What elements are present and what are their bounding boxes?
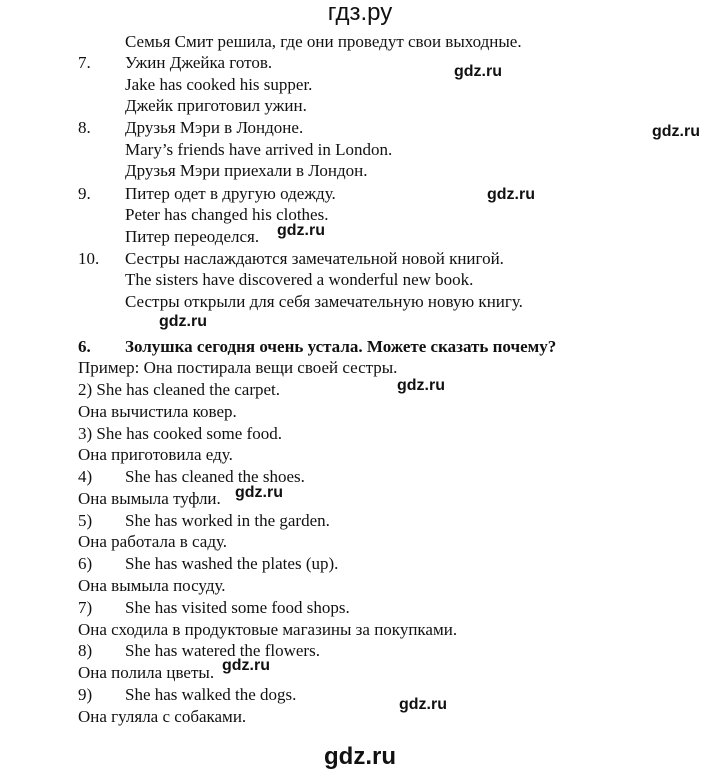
answer-number: 9) [78,685,93,704]
item-english-answer: Mary’s friends have arrived in London. [125,140,393,159]
answer-english [78,424,282,444]
watermark: gdz.ru [277,222,325,239]
answer-russian: Она приготовила еду. [78,445,233,464]
site-footer: gdz.ru [324,743,396,770]
watermark: gdz.ru [159,313,207,330]
answer-number: 5) [78,511,93,530]
answer-russian: Она вычистила ковер. [78,402,237,421]
item-number: 9. [78,184,91,203]
item-english-answer: Peter has changed his clothes. [125,205,329,224]
answer-russian: Она вымыла посуду. [78,576,226,595]
answer-english-text: She has visited some food shops. [125,598,350,617]
answer-english-text: She has cooked some food. [96,424,282,443]
item-number: 10. [78,249,100,268]
item-russian-translation: Питер переоделся. [125,227,260,246]
answer-english [78,380,280,400]
answer-english-text: She has watered the flowers. [125,641,320,660]
answer-russian: Она гуляла с собаками. [78,707,247,726]
answer-english-text: She has washed the plates (up). [125,554,339,573]
item-russian-statement: Питер одет в другую одежду. [125,184,336,203]
answer-english-text: She has worked in the garden. [125,511,330,530]
item-russian-translation: Сестры открыли для себя замечательную новую книгу. [125,292,523,311]
intro-line: Семья Смит решила, где они проведут свои выходные. [125,32,522,51]
item-english-answer: Jake has cooked his supper. [125,75,313,94]
watermark: gdz.ru [397,377,445,394]
answer-number: 6) [78,554,93,573]
item-number: 7. [78,53,91,72]
item-russian-statement: Друзья Мэри в Лондоне. [125,118,304,137]
item-number: 8. [78,118,91,137]
answer-russian: Она сходила в продуктовые магазины за покупками. [78,620,458,639]
item-russian-translation: Джейк приготовил ужин. [125,96,307,115]
watermark: gdz.ru [454,63,502,80]
item-russian-statement: Ужин Джейка готов. [125,53,273,72]
answer-russian: Она вымыла туфли. [78,489,221,508]
watermark: gdz.ru [222,657,270,674]
item-english-answer: The sisters have discovered a wonderful new book. [125,270,474,289]
watermark: gdz.ru [399,696,447,713]
answer-number: 4) [78,467,93,486]
answer-number: 8) [78,641,93,660]
item-russian-translation: Друзья Мэри приехали в Лондон. [125,161,368,180]
item-russian-statement: Сестры наслаждаются замечательной новой книгой. [125,249,504,268]
site-header: гдз.ру [327,0,393,26]
watermark: gdz.ru [235,484,283,501]
answer-english-text: She has cleaned the carpet. [96,380,281,399]
exercise-title: Золушка сегодня очень устала. Можете сказать почему? [125,337,557,356]
answer-number: 7) [78,598,93,617]
answer-english-text: She has cleaned the shoes. [125,467,305,486]
exercise-number: 6. [78,337,91,356]
answer-number: 2) [78,380,93,399]
watermark: gdz.ru [652,123,700,140]
answer-english-text: She has walked the dogs. [125,685,297,704]
answer-russian: Она полила цветы. [78,663,215,682]
watermark: gdz.ru [487,186,535,203]
answer-russian: Она работала в саду. [78,532,228,551]
example-line: Пример: Она постирала вещи своей сестры. [78,358,398,377]
answer-number: 3) [78,424,93,443]
